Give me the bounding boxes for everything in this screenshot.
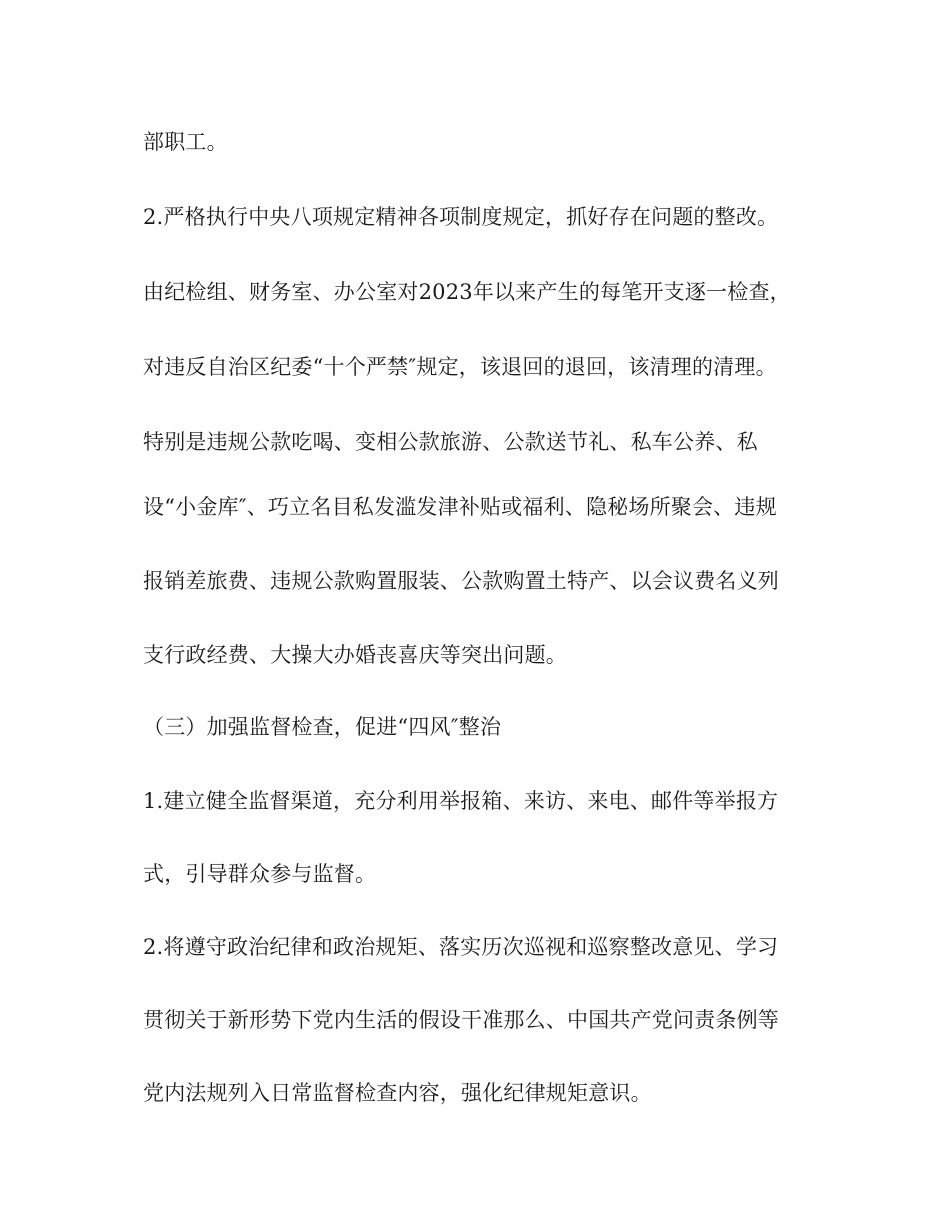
body-text-line: 部职工。 — [143, 130, 228, 154]
section-heading: （三）加强监督检查，促进“四风″整治 — [143, 715, 502, 739]
body-text-line: 贯彻关于新形势下党内生活的假设干准那么、中国共产党问责条例等 — [143, 1008, 779, 1032]
body-text-line: 式，引导群众参与监督。 — [143, 862, 377, 886]
body-text-line: 对违反自治区纪委“十个严禁″规定，该退回的退回，该清理的清理。 — [143, 355, 777, 379]
body-text-line: 特别是违规公款吃喝、变相公款旅游、公款送节礼、私车公养、私 — [143, 430, 758, 454]
body-text-line: 由纪检组、财务室、办公室对2023年以来产生的每笔开支逐一检查， — [143, 280, 791, 304]
body-text-line: 2.将遵守政治纪律和政治规矩、落实历次巡视和巡察整改意见、学习 — [143, 935, 779, 959]
body-text-line: 支行政经费、大操大办婚丧喜庆等突出问题。 — [143, 643, 567, 667]
body-text-line: 报销差旅费、违规公款购置服装、公款购置土特产、以会议费名义列 — [143, 569, 779, 593]
body-text-line: 设“小金库″、巧立名目私发滥发津补贴或福利、隐秘场所聚会、违规 — [143, 495, 777, 519]
body-text-line: 1.建立健全监督渠道，充分利用举报箱、来访、来电、邮件等举报方 — [143, 789, 779, 813]
body-text-line: 党内法规列入日常监督检查内容，强化纪律规矩意识。 — [143, 1081, 652, 1105]
body-text-line: 2.严格执行中央八项规定精神各项制度规定，抓好存在问题的整改。 — [143, 205, 779, 229]
